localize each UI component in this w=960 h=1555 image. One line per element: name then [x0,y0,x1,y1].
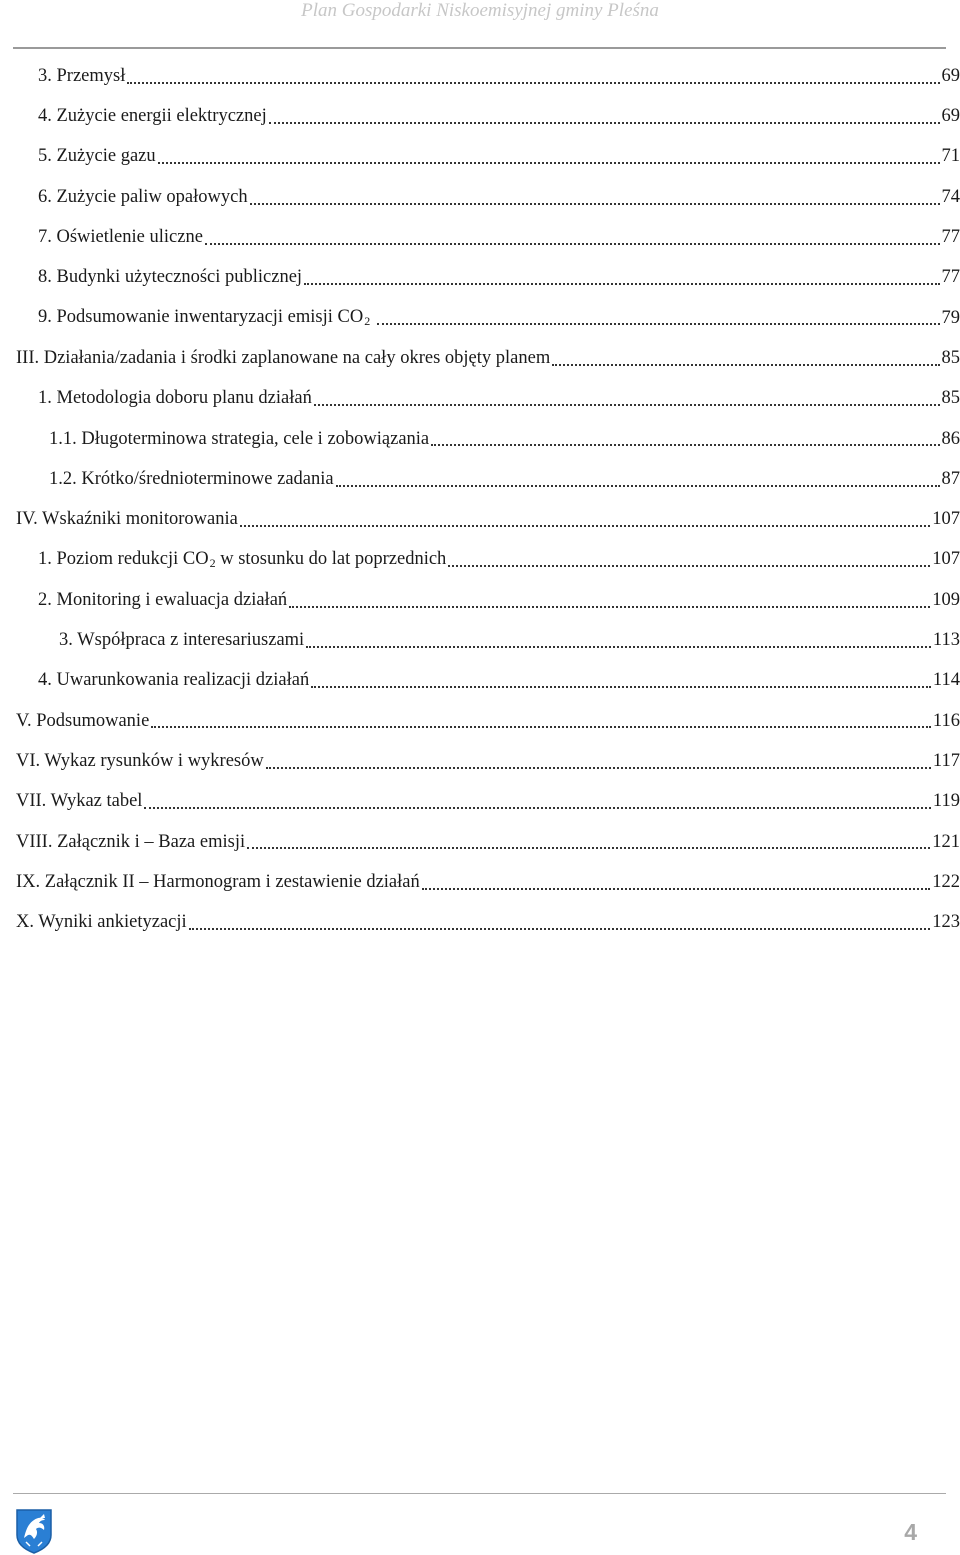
toc-entry-title-text: VII. Wykaz tabel [16,791,143,812]
toc-entry[interactable] [16,741,960,781]
toc-entry-title-suffix [370,307,375,327]
toc-entry-title-text: 9. Podsumowanie inwentaryzacji emisji CO [38,307,364,328]
toc-entry[interactable] [16,298,960,338]
toc-entry-page-number: 107 [932,549,960,570]
toc-entry-subscript: 2 [209,556,216,571]
toc-entry-title [16,308,377,327]
toc-entry-page-number: 77 [941,267,960,288]
toc-leader-dots [336,485,940,487]
toc-leader-dots [127,82,939,84]
toc-leader-dots [269,122,940,124]
toc-entry-page-number: 86 [941,428,960,449]
toc-entry-title [16,389,314,408]
toc-leader-dots [431,444,939,446]
toc-entry-title-text: 3. Przemysł [38,65,126,86]
toc-entry[interactable] [16,338,960,378]
toc-entry[interactable] [16,96,960,136]
toc-entry-title-text: 1.2. Krótko/średnioterminowe zadania [49,468,334,489]
toc-entry-page-number: 79 [941,307,960,328]
toc-entry-title-text: 7. Oświetlenie uliczne [38,227,203,248]
running-header: Plan Gospodarki Niskoemisyjnej gminy Pleśna [301,0,659,21]
toc-entry[interactable] [16,257,960,297]
toc-entry-title [16,430,431,449]
toc-leader-dots [314,404,940,406]
toc-entry-title [16,147,158,166]
toc-leader-dots [266,767,931,769]
toc-entry[interactable] [16,540,960,580]
toc-entry-page-number: 123 [932,912,960,933]
toc-leader-dots [144,807,930,809]
toc-entry-title-text: III. Działania/zadania i środki zaplanowane na cały okres objęty planem [16,347,551,368]
toc-entry-title-text: IV. Wskaźniki monitorowania [16,509,238,530]
toc-entry-title-text: X. Wyniki ankietyzacji [16,912,187,933]
toc-entry[interactable] [16,620,960,660]
toc-entry-title-text: 3. Współpraca z interesariuszami [59,630,305,651]
toc-leader-dots [306,646,931,648]
toc-entry-page-number: 116 [932,710,960,731]
toc-entry-title-text: 1.1. Długoterminowa strategia, cele i zobowiązania [49,428,430,449]
toc-entry-title [16,67,127,86]
toc-entry-page-number: 109 [932,589,960,610]
toc-entry-title [16,510,240,529]
toc-leader-dots [552,364,939,366]
toc-entry-title [16,712,151,731]
toc-entry[interactable] [16,822,960,862]
toc-leader-dots [205,243,940,245]
toc-entry-title [16,470,336,489]
toc-entry[interactable] [16,660,960,700]
toc-entry-title [16,873,422,892]
toc-leader-dots [448,565,930,567]
toc-entry-page-number: 114 [932,670,960,691]
toc-entry-title [16,752,266,771]
toc-entry-title-text: 4. Zużycie energii elektrycznej [38,106,267,127]
toc-leader-dots [247,847,930,849]
toc-entry-page-number: 69 [941,65,960,86]
toc-leader-dots [289,606,930,608]
toc-entry[interactable] [16,217,960,257]
toc-entry-page-number: 113 [932,630,960,651]
toc-entry-title-text: VIII. Załącznik i – Baza emisji [16,831,246,852]
toc-leader-dots [377,323,940,325]
toc-entry-subscript: 2 [364,314,371,329]
toc-entry-page-number: 121 [932,831,960,852]
toc-leader-dots [250,203,940,205]
toc-entry-title-text: 2. Monitoring i ewaluacja działań [38,589,288,610]
toc-leader-dots [240,525,930,527]
toc-entry[interactable] [16,701,960,741]
table-of-contents [16,56,960,943]
toc-entry-page-number: 87 [941,468,960,489]
toc-entry-title-text: V. Podsumowanie [16,710,150,731]
toc-entry-title-text: IX. Załącznik II – Harmonogram i zestawienie działań [16,871,420,892]
toc-entry-title-suffix: w stosunku do lat poprzednich [215,549,447,570]
toc-entry-title [16,349,552,368]
toc-entry[interactable] [16,419,960,459]
toc-leader-dots [311,686,931,688]
toc-leader-dots [304,283,939,285]
toc-entry-page-number: 69 [941,106,960,127]
toc-entry-page-number: 74 [941,186,960,207]
toc-entry[interactable] [16,459,960,499]
toc-leader-dots [158,162,940,164]
toc-entry-page-number: 71 [941,146,960,167]
header-divider [13,47,946,49]
toc-entry[interactable] [16,56,960,96]
toc-entry-title [16,591,289,610]
municipal-crest-icon [14,1508,54,1554]
toc-entry[interactable] [16,902,960,942]
toc-entry-title-text: 4. Uwarunkowania realizacji działań [38,670,310,691]
toc-entry-page-number: 85 [941,347,960,368]
toc-entry-title [16,268,304,287]
toc-leader-dots [151,726,931,728]
toc-entry-page-number: 77 [941,227,960,248]
toc-entry-title-text: 5. Zużycie gazu [38,146,156,167]
toc-leader-dots [189,928,931,930]
toc-entry-title [16,833,247,852]
toc-entry-title [16,792,144,811]
toc-entry-title-text: 1. Metodologia doboru planu działań [38,388,312,409]
toc-entry[interactable] [16,137,960,177]
toc-entry[interactable] [16,781,960,821]
toc-entry-title [16,550,448,569]
toc-entry-title [16,631,306,650]
toc-entry-title-text: 8. Budynki użyteczności publicznej [38,267,303,288]
toc-entry-title [16,671,311,690]
toc-entry[interactable] [16,580,960,620]
toc-entry-page-number: 85 [941,388,960,409]
toc-entry-title-text: VI. Wykaz rysunków i wykresów [16,750,264,771]
toc-entry-page-number: 119 [932,791,960,812]
toc-entry-title [16,188,250,207]
toc-entry-page-number: 122 [932,871,960,892]
toc-leader-dots [422,888,931,890]
toc-entry-title [16,107,269,126]
toc-entry-title [16,228,205,247]
page-number: 4 [904,1519,917,1545]
toc-entry[interactable] [16,499,960,539]
toc-entry-title [16,913,189,932]
toc-entry-page-number: 117 [932,750,960,771]
footer-divider [13,1493,946,1494]
toc-entry[interactable] [16,862,960,902]
toc-entry-title-text: 1. Poziom redukcji CO [38,549,209,570]
toc-entry-page-number: 107 [932,509,960,530]
toc-entry[interactable] [16,378,960,418]
toc-entry-title-text: 6. Zużycie paliw opałowych [38,186,248,207]
toc-entry[interactable] [16,177,960,217]
